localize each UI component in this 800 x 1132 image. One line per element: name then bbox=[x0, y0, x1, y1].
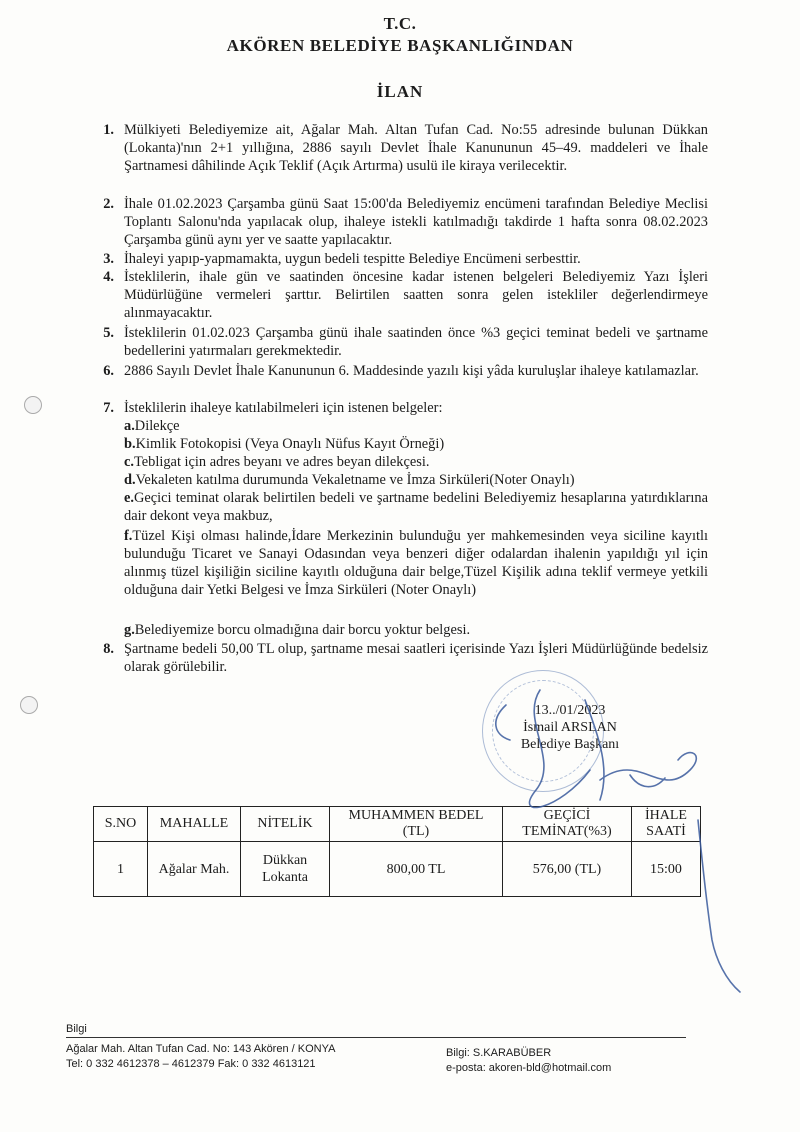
item-text: İhale 01.02.2023 Çarşamba günü Saat 15:00'da Belediyemiz encümeni tarafından Belediye Meclisi Toplantı Salonu'nda yapılacak olup, ihaleye istekli katılmadığı takdirde 1 hafta sonra 08.02.2023 Çarşamba günü aynı yer ve saatte yapılacaktır. bbox=[124, 196, 708, 248]
document-text: Geçici teminat olarak belirtilen bedeli ve şartname bedelini Belediyemiz hesaplarına yatırdıklarına dair dekont veya makbuz, bbox=[124, 490, 708, 524]
document-item bbox=[124, 621, 708, 639]
item-text: Şartname bedeli 50,00 TL olup, şartname mesai saatleri içerisinde Yazı İşleri Müdürlüğünde bedelsiz olarak görülebilir. bbox=[124, 641, 708, 675]
footer-email: e-posta: akoren-bld@hotmail.com bbox=[446, 1062, 612, 1074]
item-number: 8. bbox=[103, 641, 114, 657]
footer-info: Bilgi: S.KARABÜBER bbox=[446, 1047, 552, 1059]
table-cell: 1 bbox=[94, 842, 148, 897]
signature-title: Belediye Başkanı bbox=[520, 737, 620, 752]
item-text: Mülkiyeti Belediyemize ait, Ağalar Mah. Altan Tufan Cad. No:55 adresinde bulunan Dükkan (Lokanta)'nın 2+1 yıllığına, 2886 sayılı Devlet İhale Kanununun 45–49. maddeleri ve İhale Şartnamesi dâhilinde Açık Teklif (Açık Artırma) usulü ile kiraya verilecektir. bbox=[124, 122, 708, 174]
footer-phone: Tel: 0 332 4612378 – 4612379 Fak: 0 332 4613121 bbox=[66, 1058, 316, 1070]
document-letter: a. bbox=[124, 418, 135, 434]
punch-hole bbox=[24, 396, 42, 414]
document-letter: b. bbox=[124, 436, 136, 452]
item-number: 1. bbox=[103, 122, 114, 138]
item-number: 5. bbox=[103, 325, 114, 341]
table-cell: 576,00 (TL) bbox=[503, 842, 632, 897]
footer-address: Ağalar Mah. Altan Tufan Cad. No: 143 Akören / KONYA bbox=[66, 1043, 336, 1055]
table-header: NİTELİK bbox=[241, 807, 330, 842]
auction-table bbox=[93, 806, 701, 897]
signature-date: 13../01/2023 bbox=[534, 703, 606, 718]
document-item bbox=[124, 417, 708, 435]
item-text: İsteklilerin ihaleye katılabilmeleri için istenen belgeler: bbox=[124, 400, 443, 416]
table-header: MUHAMMEN BEDEL (TL) bbox=[330, 807, 503, 842]
document-text: Kimlik Fotokopisi (Veya Onaylı Nüfus Kayıt Örneği) bbox=[135, 436, 445, 452]
document-item bbox=[124, 471, 708, 489]
table-row bbox=[94, 842, 701, 897]
item-text: İhaleyi yapıp-yapmamakta, uygun bedeli tespitte Belediye Encümeni serbesttir. bbox=[124, 251, 581, 267]
item-text: İsteklilerin, ihale gün ve saatinden öncesine kadar istenen belgeleri Belediyemiz Yazı İşleri Müdürlüğüne vermeleri şarttır. Belirtilen saatten sonra gelen istekliler değerlendirmeye alınmayacaktır. bbox=[124, 269, 708, 321]
table-header: S.NO bbox=[94, 807, 148, 842]
document-text: Tüzel Kişi olması halinde,İdare Merkezinin bulunduğu yer mahkemesinden veya siciline kayıtlı bulunduğu Ticaret ve Sanayi Odasından veya benzeri diğer odalardan ihalenin yapıldığı yıl için alınmış tüzel kişiliğin siciline kayıtlı olduğuna dair belge,Tüzel Kişilik adına teklif vermeye yetkili olduğuna dair Yetki Belgesi ve İmza Sirküleri (Noter Onaylı) bbox=[124, 528, 708, 598]
table-cell: Dükkan Lokanta bbox=[241, 842, 330, 897]
table-header: İHALE SAATİ bbox=[632, 807, 701, 842]
table-cell: 15:00 bbox=[632, 842, 701, 897]
footer-divider bbox=[66, 1037, 686, 1038]
document-letter: g. bbox=[124, 622, 135, 638]
signature-name: İsmail ARSLAN bbox=[523, 720, 617, 735]
table-cell: Ağalar Mah. bbox=[148, 842, 241, 897]
document-letter: e. bbox=[124, 490, 134, 506]
item-number: 2. bbox=[103, 196, 114, 212]
document-item bbox=[124, 489, 708, 525]
document-text: Dilekçe bbox=[134, 418, 180, 434]
table-header-row bbox=[94, 807, 701, 842]
document-letter: c. bbox=[124, 454, 134, 470]
item-text: 2886 Sayılı Devlet İhale Kanununun 6. Maddesinde yazılı kişi yâda kuruluşlar ihaleye katılamazlar. bbox=[124, 363, 699, 379]
table-header: MAHALLE bbox=[148, 807, 241, 842]
document-letter: d. bbox=[124, 472, 136, 488]
item-number: 6. bbox=[103, 363, 114, 379]
footer-label: Bilgi bbox=[66, 1023, 87, 1035]
item-number: 7. bbox=[103, 400, 114, 416]
page-title: İLAN bbox=[376, 82, 424, 101]
item-text: İsteklilerin 01.02.023 Çarşamba günü ihale saatinden önce %3 geçici teminat bedeli ve şartname bedellerini yatırmaları gerekmektedir. bbox=[124, 325, 708, 359]
header-tc: T.C. bbox=[383, 14, 417, 33]
document-item bbox=[124, 453, 708, 471]
document-item bbox=[124, 527, 708, 599]
table-cell: 800,00 TL bbox=[330, 842, 503, 897]
document-letter: f. bbox=[124, 528, 133, 544]
item-number: 3. bbox=[103, 251, 114, 267]
header-municipality: AKÖREN BELEDİYE BAŞKANLIĞINDAN bbox=[226, 36, 574, 55]
document-text: Belediyemize borcu olmadığına dair borcu yoktur belgesi. bbox=[134, 622, 471, 638]
punch-hole bbox=[20, 696, 38, 714]
item-number: 4. bbox=[103, 269, 114, 285]
document-text: Vekaleten katılma durumunda Vekaletname ve İmza Sirküleri(Noter Onaylı) bbox=[135, 472, 575, 488]
table-header: GEÇİCİ TEMİNAT(%3) bbox=[503, 807, 632, 842]
document-item bbox=[124, 435, 708, 453]
document-text: Tebligat için adres beyanı ve adres beyan dilekçesi. bbox=[134, 454, 430, 470]
